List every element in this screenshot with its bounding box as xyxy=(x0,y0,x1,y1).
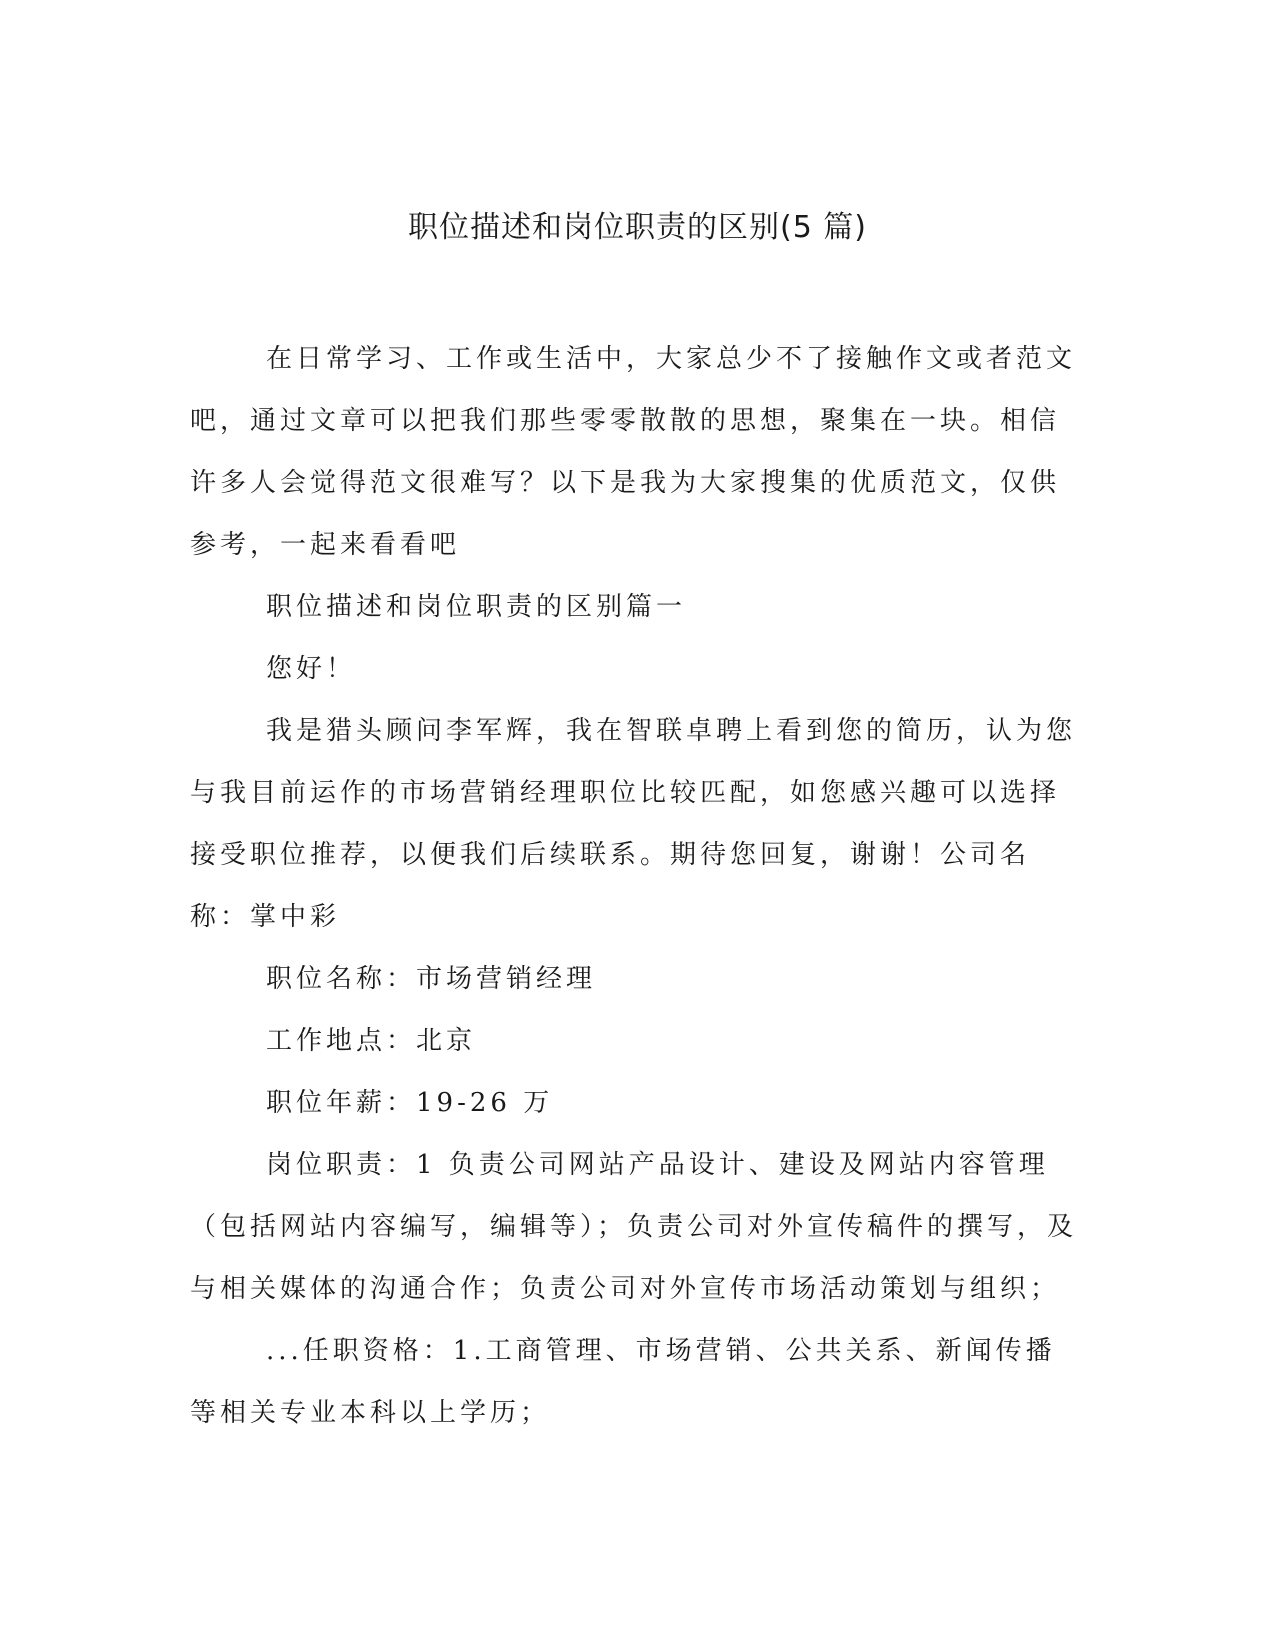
greeting: 您好！ xyxy=(266,654,357,684)
intro-paragraph: 在日常学习、工作或生活中，大家总少不了接触作文或者范文吧，通过文章可以把我们那些零零散散的思想，聚集在一块。相信许多人会觉得范文很难写？以下是我为大家搜集的优质范文，仅供参考，一起来看看吧 xyxy=(190,344,1077,560)
job-title-line: 职位名称：市场营销经理 xyxy=(266,964,597,994)
qualifications-paragraph: ...任职资格：1.工商管理、市场营销、公共关系、新闻传播等相关专业本科以上学历； xyxy=(190,1336,1056,1428)
salary-line: 职位年薪：19-26 万 xyxy=(266,1088,554,1118)
work-location-line: 工作地点：北京 xyxy=(266,1026,477,1056)
letter-paragraph: 我是猎头顾问李军辉，我在智联卓聘上看到您的简历，认为您与我目前运作的市场营销经理职位比较匹配，如您感兴趣可以选择接受职位推荐，以便我们后续联系。期待您回复，谢谢！公司名称：掌中彩 xyxy=(190,716,1077,932)
document-body xyxy=(190,328,1085,1444)
responsibilities-paragraph: 岗位职责：1 负责公司网站产品设计、建设及网站内容管理（包括网站内容编写，编辑等）；负责公司对外宣传稿件的撰写，及与相关媒体的沟通合作；负责公司对外宣传市场活动策划与组织； xyxy=(190,1150,1078,1304)
document-title: 职位描述和岗位职责的区别(5 篇) xyxy=(407,210,868,245)
section-heading: 职位描述和岗位职责的区别篇一 xyxy=(266,592,687,622)
